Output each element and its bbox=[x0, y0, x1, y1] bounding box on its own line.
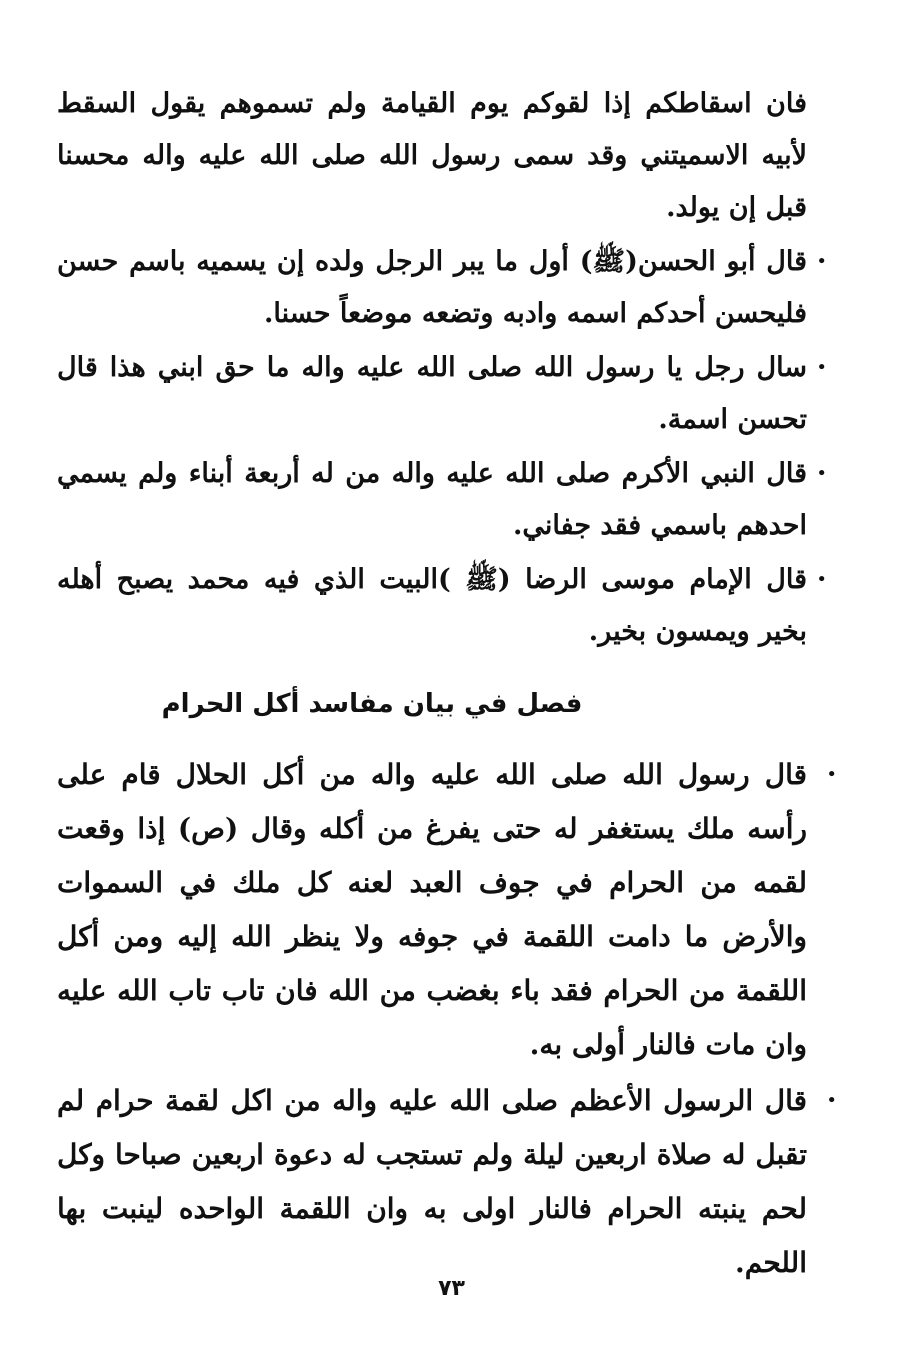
bullet-icon: • bbox=[826, 1090, 837, 1111]
list-item bbox=[57, 448, 827, 552]
list-item-text: قال الإمام موسى الرضا (ﷺ )البيت الذي فيه محمد يصبح أهله بخير ويمسون بخير. bbox=[57, 564, 807, 647]
page-body bbox=[57, 78, 837, 1290]
bullet-icon: • bbox=[826, 764, 837, 785]
page-number: ٧٣ bbox=[438, 1276, 465, 1301]
list-item-text: قال الرسول الأعظم صلى الله عليه واله من اكل لقمة حرام لم تقبل له صلاة اربعين ليلة ولم تستجب له دعوة اربعين صباحا وكل لحم ينبته الحرام فالنار اولى به وان اللقمة الواحده لينبت بها اللحم. bbox=[57, 1084, 807, 1279]
bullet-icon: • bbox=[816, 357, 827, 378]
list-item-text: قال أبو الحسن(ﷺ) أول ما يبر الرجل ولده إن يسميه باسم حسن فليحسن أحدكم اسمه وادبه وتضعه موضعاً حسنا. bbox=[57, 246, 807, 329]
list-item bbox=[57, 554, 827, 658]
bullet-icon: • bbox=[816, 569, 827, 590]
list-item-text: سال رجل يا رسول الله صلى الله عليه واله ما حق ابني هذا قال تحسن اسمة. bbox=[57, 352, 807, 435]
list-item-text: قال النبي الأكرم صلى الله عليه واله من له أربعة أبناء ولم يسمي احدهم باسمي فقد جفاني. bbox=[57, 458, 807, 541]
section1-list bbox=[57, 236, 827, 658]
list-item bbox=[57, 342, 827, 446]
bullet-icon: • bbox=[816, 251, 827, 272]
list-item bbox=[57, 1074, 837, 1290]
section2-list bbox=[57, 748, 837, 1290]
section-heading: فصل في بيان مفاسد أكل الحرام bbox=[161, 689, 583, 719]
bullet-icon: • bbox=[816, 463, 827, 484]
list-item bbox=[57, 748, 837, 1072]
list-item-text: قال رسول الله صلى الله عليه واله من أكل الحلال قام على رأسه ملك يستغفر له حتى يفرغ من أكله وقال (ص) إذا وقعت لقمه من الحرام في جوف العبد لعنه كل ملك في السموات والأرض ما دامت اللقمة في جوفه ولا ينظر الله إليه ومن أكل اللقمة من الحرام فقد باء بغضب من الله فان تاب تاب الله عليه وان مات فالنار أولى به. bbox=[57, 758, 807, 1061]
list-item bbox=[57, 236, 827, 340]
intro-paragraph: فان اسقاطكم إذا لقوكم يوم القيامة ولم تسموهم يقول السقط لأبيه الاسميتني وقد سمى رسول الله صلى الله عليه واله محسنا قبل إن يولد. bbox=[57, 88, 807, 223]
